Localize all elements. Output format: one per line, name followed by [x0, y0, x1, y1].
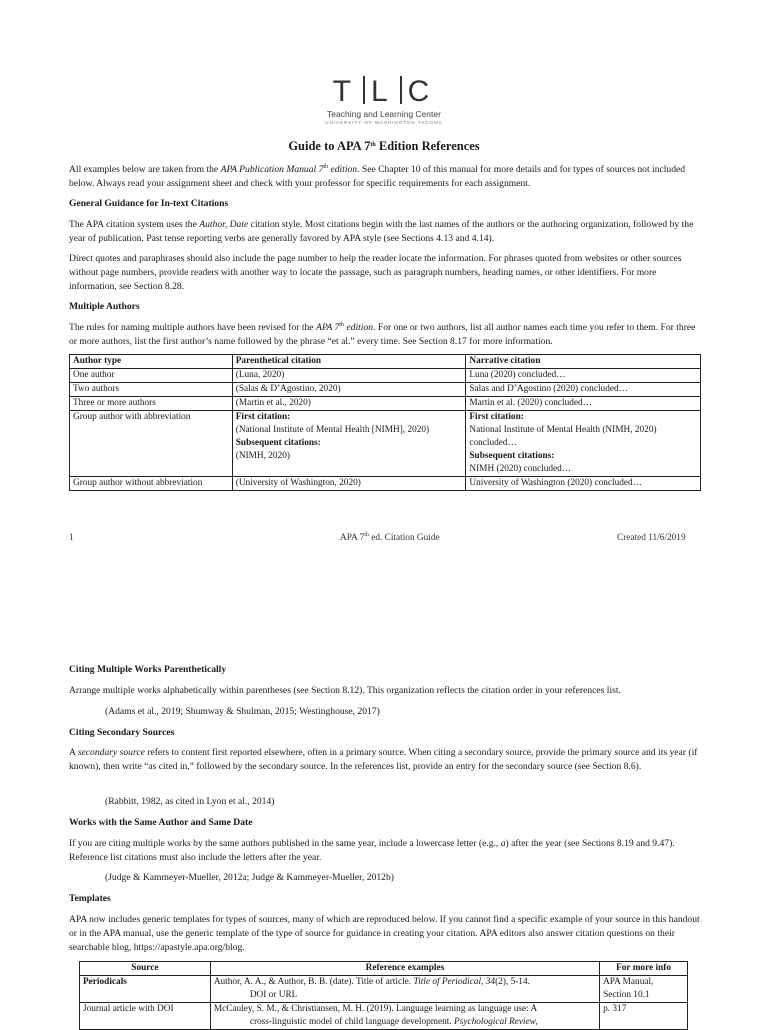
table-header: Source: [80, 962, 211, 976]
footer-created-date: Created 11/6/2019: [617, 533, 686, 543]
table-header: Parenthetical citation: [232, 355, 466, 369]
logo-letters: T L C: [332, 75, 436, 108]
table-header-row: [70, 355, 701, 369]
logo-subname: UNIVERSITY OF WASHINGTON TACOMA: [325, 120, 443, 125]
heading-templates: Templates: [69, 893, 111, 904]
table-header: Narrative citation: [466, 355, 701, 369]
table-cell: One author: [70, 369, 233, 383]
table-cell: McCauley, S. M., & Christiansen, M. H. (2019). Language learning as language use: A cross-linguistic model of child language development. Psychological Review,: [210, 1003, 599, 1030]
heading-secondary-sources: Citing Secondary Sources: [69, 727, 175, 738]
table-cell: First citation: (National Institute of Mental Health [NIMH], 2020) Subsequent citations: (NIMH, 2020): [232, 411, 466, 477]
table-row: [70, 397, 701, 411]
table-row: [70, 477, 701, 491]
table-cell: (University of Washington, 2020): [232, 477, 466, 491]
table-cell: Salas and D’Agostino (2020) concluded…: [466, 383, 701, 397]
table-cell: APA Manual, Section 10.1: [600, 976, 688, 1003]
table-row: [70, 411, 701, 477]
table-header: For more info: [600, 962, 688, 976]
table-cell: Periodicals: [80, 976, 211, 1003]
multiple-authors-paragraph: The rules for naming multiple authors have been revised for the APA 7th edition. For one or two authors, list all author names each time you refer to them. For three or more authors, list the first author’s name followed by the phrase “et al.” every time. See Section 8.17 for more information.: [69, 322, 696, 347]
table-cell: (Salas & D’Agostino, 2020): [232, 383, 466, 397]
table-cell: Two authors: [70, 383, 233, 397]
table-cell: Group author without abbreviation: [70, 477, 233, 491]
table-row: [70, 383, 701, 397]
table-cell: University of Washington (2020) concluded…: [466, 477, 701, 491]
general-paragraph-1: The APA citation system uses the Author, Date citation style. Most citations begin with the last names of the authors or the authoring organization, followed by the year of publication. Past tense reporting verbs are generally favored by APA style (see Sections 4.13 and 4.14).: [69, 219, 694, 244]
heading-same-author-date: Works with the Same Author and Same Date: [69, 817, 253, 828]
table-row: [80, 1003, 688, 1030]
logo-name: Teaching and Learning Center: [327, 109, 441, 119]
heading-multiple-works: Citing Multiple Works Parenthetically: [69, 664, 227, 675]
table-cell: First citation: National Institute of Mental Health (NIMH, 2020) concluded… Subsequent citations: NIMH (2020) concluded…: [466, 411, 701, 477]
table-cell: Author, A. A., & Author, B. B. (date). Title of article. Title of Periodical, 34(2), 5-14. DOI or URL: [210, 976, 599, 1003]
general-paragraph-2: Direct quotes and paraphrases should also include the page number to help the reader locate the information. For phrases quoted from websites or other sources without page numbers, provide readers with another way to locate the passage, such as paragraph numbers, heading names, or other identifiers. For more information, see Section 8.28.: [69, 253, 682, 292]
table-row: [80, 976, 688, 1003]
tlc-logo: [0, 76, 768, 125]
secondary-paragraph: A secondary source refers to content first reported elsewhere, often in a primary source. When citing a secondary source, provide the primary source and its year (if known), then write “as cited in,” followed by the secondary source. In the references list, provide an entry for the secondary source (see Section 8.6).: [69, 747, 698, 772]
table-header: Author type: [70, 355, 233, 369]
table-cell: (Martin et al., 2020): [232, 397, 466, 411]
logo-divider: [400, 76, 402, 104]
table-cell: Martin et al. (2020) concluded…: [466, 397, 701, 411]
templates-paragraph: APA now includes generic templates for types of sources, many of which are reproduced below. If you cannot find a specific example of your source in this handout or in the APA manual, use the generic template of the type of source for guidance in creating your citation. APA editors also answer citation questions on their searchable blog, https://apastyle.apa.org/blog.: [69, 914, 700, 953]
intro-paragraph: All examples below are taken from the APA Publication Manual 7th edition. See Chapter 10 of this manual for more details and for types of sources not included below. Always read your assignment sheet and check with your professor for specific requirements for each assignment.: [69, 164, 686, 189]
page-title: Guide to APA 7th Edition References: [288, 139, 480, 153]
table-header: Reference examples: [210, 962, 599, 976]
parenthetical-paragraph: Arrange multiple works alphabetically within parentheses (see Section 8.12). This organization reflects the citation order in your references list.: [69, 685, 621, 696]
same-author-paragraph: If you are citing multiple works by the same authors published in the same year, include a lowercase letter (e.g., a) after the year (see Sections 8.19 and 9.47). Reference list citations must also include the letters after the year.: [69, 838, 675, 863]
footer-doc-title: APA 7th ed. Citation Guide: [340, 532, 440, 543]
secondary-example: (Rabbitt, 1982, as cited in Lyon et al., 2014): [105, 796, 275, 807]
table-cell: Journal article with DOI: [80, 1003, 211, 1030]
author-citation-table: [69, 354, 701, 491]
table-cell: Three or more authors: [70, 397, 233, 411]
table-cell: (Luna, 2020): [232, 369, 466, 383]
table-row: [70, 369, 701, 383]
table-cell: p. 317: [600, 1003, 688, 1030]
logo-divider: [363, 76, 365, 104]
table-cell: Luna (2020) concluded…: [466, 369, 701, 383]
page-gap: [0, 560, 768, 640]
same-author-example: (Judge & Kammeyer-Mueller, 2012a; Judge & Kammeyer-Mueller, 2012b): [105, 872, 394, 883]
heading-multiple-authors: Multiple Authors: [69, 301, 140, 312]
parenthetical-example: (Adams et al., 2019; Shumway & Shulman, 2015; Westinghouse, 2017): [105, 706, 380, 717]
heading-general-guidance: General Guidance for In-text Citations: [69, 198, 229, 209]
footer-page-number: 1: [69, 533, 74, 543]
templates-table: [79, 961, 688, 1030]
table-header-row: [80, 962, 688, 976]
table-cell: Group author with abbreviation: [70, 411, 233, 477]
